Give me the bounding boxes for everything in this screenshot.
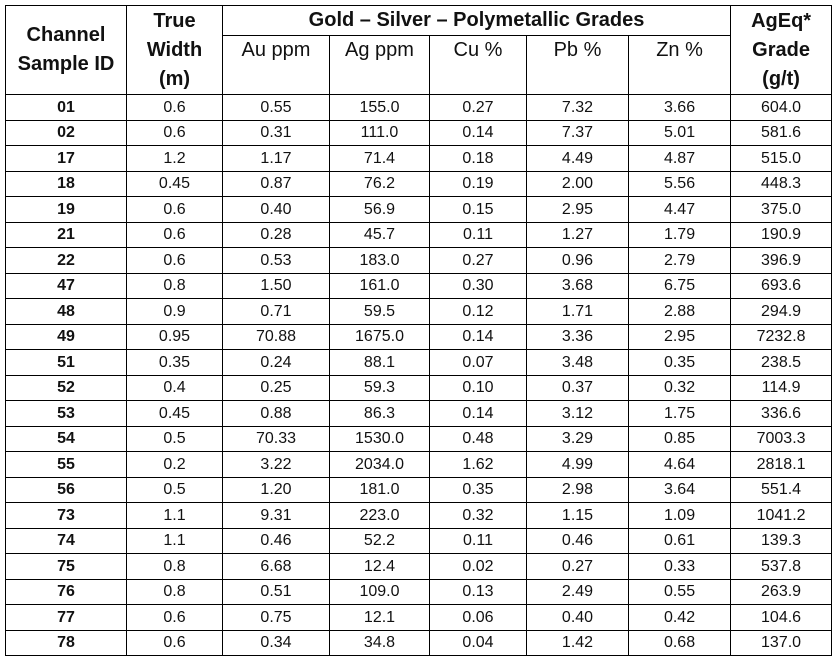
- table-body: [6, 95, 832, 656]
- cell-channel-sample-id: 49: [6, 324, 127, 350]
- table-row: [6, 426, 832, 452]
- table-row: [6, 605, 832, 631]
- table-row: [6, 197, 832, 223]
- cell-true-width: 0.6: [127, 630, 223, 656]
- cell-ageq-grade: 604.0: [731, 95, 832, 121]
- cell-zn-pct: 5.01: [629, 120, 731, 146]
- cell-au-ppm: 0.53: [223, 248, 330, 274]
- header-cu-pct: Cu %: [430, 36, 527, 95]
- cell-ag-ppm: 34.8: [330, 630, 430, 656]
- cell-zn-pct: 4.47: [629, 197, 731, 223]
- cell-cu-pct: 0.19: [430, 171, 527, 197]
- cell-channel-sample-id: 73: [6, 503, 127, 529]
- cell-channel-sample-id: 01: [6, 95, 127, 121]
- cell-pb-pct: 2.98: [527, 477, 629, 503]
- cell-au-ppm: 1.20: [223, 477, 330, 503]
- cell-channel-sample-id: 78: [6, 630, 127, 656]
- cell-ageq-grade: 137.0: [731, 630, 832, 656]
- cell-channel-sample-id: 02: [6, 120, 127, 146]
- cell-zn-pct: 1.09: [629, 503, 731, 529]
- cell-pb-pct: 0.37: [527, 375, 629, 401]
- cell-zn-pct: 1.75: [629, 401, 731, 427]
- cell-cu-pct: 0.14: [430, 401, 527, 427]
- cell-zn-pct: 4.87: [629, 146, 731, 172]
- cell-channel-sample-id: 21: [6, 222, 127, 248]
- cell-ag-ppm: 59.5: [330, 299, 430, 325]
- table-row: [6, 630, 832, 656]
- cell-au-ppm: 0.25: [223, 375, 330, 401]
- cell-true-width: 0.95: [127, 324, 223, 350]
- cell-zn-pct: 0.85: [629, 426, 731, 452]
- cell-ageq-grade: 7232.8: [731, 324, 832, 350]
- header-channel-line1: Channel: [26, 24, 106, 46]
- cell-pb-pct: 7.37: [527, 120, 629, 146]
- cell-cu-pct: 0.14: [430, 324, 527, 350]
- cell-au-ppm: 0.55: [223, 95, 330, 121]
- cell-channel-sample-id: 19: [6, 197, 127, 223]
- cell-true-width: 1.2: [127, 146, 223, 172]
- cell-true-width: 0.35: [127, 350, 223, 376]
- cell-channel-sample-id: 74: [6, 528, 127, 554]
- cell-zn-pct: 3.64: [629, 477, 731, 503]
- cell-pb-pct: 7.32: [527, 95, 629, 121]
- cell-zn-pct: 5.56: [629, 171, 731, 197]
- header-pb-pct: Pb %: [527, 36, 629, 95]
- cell-cu-pct: 0.18: [430, 146, 527, 172]
- table-row: [6, 222, 832, 248]
- cell-pb-pct: 2.49: [527, 579, 629, 605]
- cell-au-ppm: 0.40: [223, 197, 330, 223]
- cell-pb-pct: 0.96: [527, 248, 629, 274]
- cell-pb-pct: 4.99: [527, 452, 629, 478]
- table-header: [6, 6, 832, 95]
- cell-zn-pct: 2.79: [629, 248, 731, 274]
- cell-cu-pct: 0.06: [430, 605, 527, 631]
- cell-true-width: 0.6: [127, 248, 223, 274]
- cell-pb-pct: 3.68: [527, 273, 629, 299]
- cell-ageq-grade: 294.9: [731, 299, 832, 325]
- cell-cu-pct: 0.13: [430, 579, 527, 605]
- cell-au-ppm: 0.87: [223, 171, 330, 197]
- cell-ag-ppm: 2034.0: [330, 452, 430, 478]
- cell-ag-ppm: 181.0: [330, 477, 430, 503]
- cell-au-ppm: 6.68: [223, 554, 330, 580]
- cell-ageq-grade: 7003.3: [731, 426, 832, 452]
- cell-ag-ppm: 12.4: [330, 554, 430, 580]
- cell-cu-pct: 0.27: [430, 95, 527, 121]
- cell-channel-sample-id: 53: [6, 401, 127, 427]
- cell-pb-pct: 1.71: [527, 299, 629, 325]
- table-row: [6, 452, 832, 478]
- cell-true-width: 1.1: [127, 528, 223, 554]
- cell-ageq-grade: 581.6: [731, 120, 832, 146]
- cell-zn-pct: 0.32: [629, 375, 731, 401]
- cell-ageq-grade: 336.6: [731, 401, 832, 427]
- table-row: [6, 273, 832, 299]
- cell-cu-pct: 0.11: [430, 222, 527, 248]
- cell-channel-sample-id: 51: [6, 350, 127, 376]
- cell-true-width: 0.45: [127, 401, 223, 427]
- cell-ageq-grade: 537.8: [731, 554, 832, 580]
- cell-zn-pct: 0.55: [629, 579, 731, 605]
- assay-results-table: [5, 5, 832, 656]
- cell-zn-pct: 3.66: [629, 95, 731, 121]
- table-row: [6, 579, 832, 605]
- cell-au-ppm: 9.31: [223, 503, 330, 529]
- cell-ageq-grade: 263.9: [731, 579, 832, 605]
- cell-channel-sample-id: 56: [6, 477, 127, 503]
- cell-cu-pct: 1.62: [430, 452, 527, 478]
- cell-true-width: 0.45: [127, 171, 223, 197]
- cell-channel-sample-id: 76: [6, 579, 127, 605]
- cell-ag-ppm: 45.7: [330, 222, 430, 248]
- cell-ag-ppm: 86.3: [330, 401, 430, 427]
- header-ageq-line3: (g/t): [762, 67, 800, 90]
- cell-cu-pct: 0.30: [430, 273, 527, 299]
- cell-cu-pct: 0.35: [430, 477, 527, 503]
- cell-ag-ppm: 183.0: [330, 248, 430, 274]
- cell-zn-pct: 0.68: [629, 630, 731, 656]
- cell-true-width: 0.6: [127, 605, 223, 631]
- cell-cu-pct: 0.11: [430, 528, 527, 554]
- table-row: [6, 95, 832, 121]
- cell-ag-ppm: 59.3: [330, 375, 430, 401]
- cell-cu-pct: 0.15: [430, 197, 527, 223]
- table-row: [6, 375, 832, 401]
- header-zn-pct: Zn %: [629, 36, 731, 95]
- cell-pb-pct: 3.29: [527, 426, 629, 452]
- cell-true-width: 0.9: [127, 299, 223, 325]
- header-true-width-line3: (m): [158, 67, 191, 90]
- cell-zn-pct: 2.95: [629, 324, 731, 350]
- cell-channel-sample-id: 75: [6, 554, 127, 580]
- cell-true-width: 0.8: [127, 554, 223, 580]
- cell-true-width: 0.6: [127, 197, 223, 223]
- cell-au-ppm: 0.51: [223, 579, 330, 605]
- cell-pb-pct: 3.12: [527, 401, 629, 427]
- cell-zn-pct: 0.33: [629, 554, 731, 580]
- cell-pb-pct: 2.00: [527, 171, 629, 197]
- table-row: [6, 554, 832, 580]
- cell-zn-pct: 6.75: [629, 273, 731, 299]
- assay-table-container: [5, 5, 832, 656]
- cell-ag-ppm: 52.2: [330, 528, 430, 554]
- cell-pb-pct: 3.48: [527, 350, 629, 376]
- cell-ag-ppm: 1675.0: [330, 324, 430, 350]
- cell-au-ppm: 1.17: [223, 146, 330, 172]
- header-channel-sample-id: [6, 6, 127, 95]
- cell-au-ppm: 0.88: [223, 401, 330, 427]
- cell-ag-ppm: 12.1: [330, 605, 430, 631]
- cell-ageq-grade: 375.0: [731, 197, 832, 223]
- header-true-width-line1: True: [153, 9, 196, 32]
- cell-ageq-grade: 551.4: [731, 477, 832, 503]
- cell-channel-sample-id: 54: [6, 426, 127, 452]
- cell-ageq-grade: 104.6: [731, 605, 832, 631]
- cell-cu-pct: 0.10: [430, 375, 527, 401]
- cell-true-width: 0.4: [127, 375, 223, 401]
- cell-au-ppm: 3.22: [223, 452, 330, 478]
- header-au-ppm: Au ppm: [223, 36, 330, 95]
- table-row: [6, 299, 832, 325]
- cell-ag-ppm: 109.0: [330, 579, 430, 605]
- cell-channel-sample-id: 47: [6, 273, 127, 299]
- header-ageq-line1: AgEq*: [751, 9, 812, 32]
- table-row: [6, 171, 832, 197]
- cell-ag-ppm: 161.0: [330, 273, 430, 299]
- cell-au-ppm: 0.34: [223, 630, 330, 656]
- cell-channel-sample-id: 55: [6, 452, 127, 478]
- header-true-width-line2: Width: [146, 38, 203, 61]
- cell-true-width: 0.6: [127, 95, 223, 121]
- header-true-width: [127, 6, 223, 95]
- table-row: [6, 248, 832, 274]
- cell-ag-ppm: 76.2: [330, 171, 430, 197]
- cell-zn-pct: 1.79: [629, 222, 731, 248]
- table-row: [6, 324, 832, 350]
- cell-ag-ppm: 88.1: [330, 350, 430, 376]
- header-ag-ppm: Ag ppm: [330, 36, 430, 95]
- cell-ageq-grade: 190.9: [731, 222, 832, 248]
- table-row: [6, 503, 832, 529]
- cell-ag-ppm: 155.0: [330, 95, 430, 121]
- cell-ageq-grade: 2818.1: [731, 452, 832, 478]
- cell-channel-sample-id: 52: [6, 375, 127, 401]
- cell-true-width: 0.8: [127, 579, 223, 605]
- cell-zn-pct: 4.64: [629, 452, 731, 478]
- cell-cu-pct: 0.14: [430, 120, 527, 146]
- cell-ag-ppm: 223.0: [330, 503, 430, 529]
- table-row: [6, 350, 832, 376]
- cell-pb-pct: 1.15: [527, 503, 629, 529]
- cell-channel-sample-id: 77: [6, 605, 127, 631]
- cell-true-width: 0.2: [127, 452, 223, 478]
- header-ageq-line2: Grade: [752, 38, 810, 61]
- cell-zn-pct: 2.88: [629, 299, 731, 325]
- cell-pb-pct: 0.27: [527, 554, 629, 580]
- cell-true-width: 0.8: [127, 273, 223, 299]
- cell-au-ppm: 1.50: [223, 273, 330, 299]
- cell-au-ppm: 0.71: [223, 299, 330, 325]
- cell-cu-pct: 0.32: [430, 503, 527, 529]
- cell-au-ppm: 0.28: [223, 222, 330, 248]
- cell-au-ppm: 0.46: [223, 528, 330, 554]
- table-row: [6, 146, 832, 172]
- cell-cu-pct: 0.48: [430, 426, 527, 452]
- header-channel-line2: Sample ID: [17, 53, 115, 75]
- cell-ageq-grade: 693.6: [731, 273, 832, 299]
- cell-ag-ppm: 56.9: [330, 197, 430, 223]
- cell-true-width: 0.5: [127, 426, 223, 452]
- cell-pb-pct: 0.46: [527, 528, 629, 554]
- cell-pb-pct: 4.49: [527, 146, 629, 172]
- cell-au-ppm: 0.24: [223, 350, 330, 376]
- cell-true-width: 0.6: [127, 120, 223, 146]
- table-row: [6, 401, 832, 427]
- cell-channel-sample-id: 17: [6, 146, 127, 172]
- cell-ag-ppm: 1530.0: [330, 426, 430, 452]
- cell-ageq-grade: 396.9: [731, 248, 832, 274]
- cell-ageq-grade: 139.3: [731, 528, 832, 554]
- cell-au-ppm: 70.88: [223, 324, 330, 350]
- cell-cu-pct: 0.02: [430, 554, 527, 580]
- header-grades-group: Gold – Silver – Polymetallic Grades: [223, 6, 731, 36]
- cell-au-ppm: 0.31: [223, 120, 330, 146]
- cell-channel-sample-id: 22: [6, 248, 127, 274]
- cell-ageq-grade: 448.3: [731, 171, 832, 197]
- cell-pb-pct: 3.36: [527, 324, 629, 350]
- cell-channel-sample-id: 18: [6, 171, 127, 197]
- cell-ageq-grade: 515.0: [731, 146, 832, 172]
- table-row: [6, 477, 832, 503]
- cell-ag-ppm: 71.4: [330, 146, 430, 172]
- cell-cu-pct: 0.12: [430, 299, 527, 325]
- cell-ageq-grade: 1041.2: [731, 503, 832, 529]
- cell-true-width: 0.5: [127, 477, 223, 503]
- cell-au-ppm: 70.33: [223, 426, 330, 452]
- cell-zn-pct: 0.42: [629, 605, 731, 631]
- cell-ageq-grade: 238.5: [731, 350, 832, 376]
- cell-zn-pct: 0.61: [629, 528, 731, 554]
- table-row: [6, 528, 832, 554]
- cell-cu-pct: 0.07: [430, 350, 527, 376]
- cell-cu-pct: 0.27: [430, 248, 527, 274]
- cell-true-width: 1.1: [127, 503, 223, 529]
- header-ageq-grade: [731, 6, 832, 95]
- cell-pb-pct: 1.42: [527, 630, 629, 656]
- cell-au-ppm: 0.75: [223, 605, 330, 631]
- cell-pb-pct: 1.27: [527, 222, 629, 248]
- cell-ageq-grade: 114.9: [731, 375, 832, 401]
- cell-zn-pct: 0.35: [629, 350, 731, 376]
- table-row: [6, 120, 832, 146]
- cell-true-width: 0.6: [127, 222, 223, 248]
- cell-channel-sample-id: 48: [6, 299, 127, 325]
- cell-pb-pct: 2.95: [527, 197, 629, 223]
- cell-cu-pct: 0.04: [430, 630, 527, 656]
- cell-pb-pct: 0.40: [527, 605, 629, 631]
- cell-ag-ppm: 111.0: [330, 120, 430, 146]
